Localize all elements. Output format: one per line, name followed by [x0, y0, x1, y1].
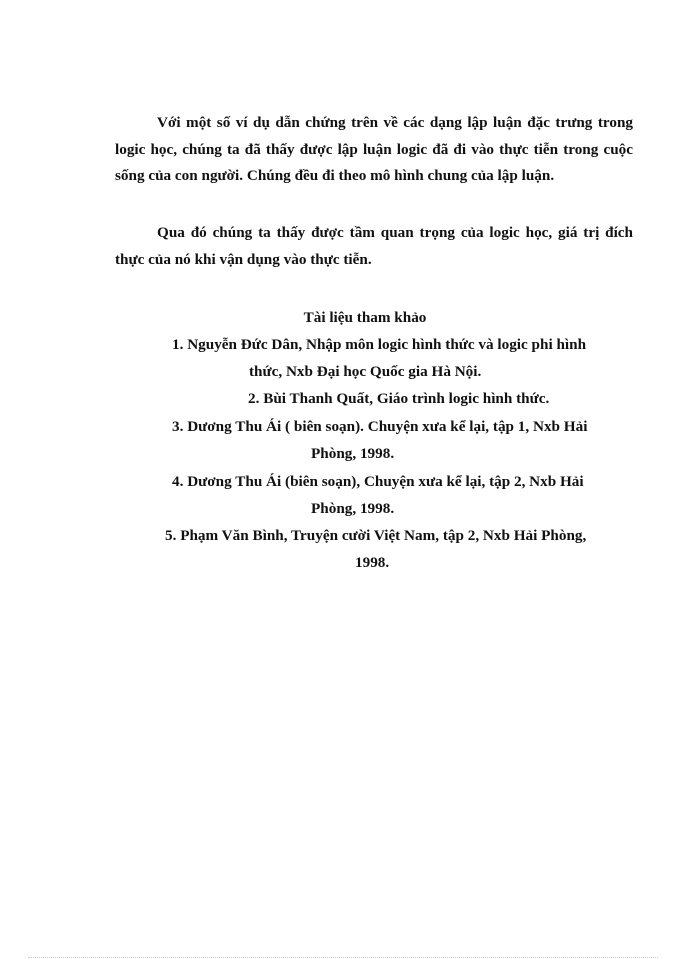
references-heading: Tài liệu tham khảo — [303, 309, 427, 326]
reference-line: 1998. — [355, 554, 390, 571]
reference-line: 4. Dương Thu Ái (biên soạn), Chuyện xưa kể lại, tập 2, Nxb Hải — [172, 473, 584, 490]
body-paragraph-2 — [115, 220, 633, 273]
paragraph-text: Với một số ví dụ dẫn chứng trên về các dạng lập luận đặc trưng trong logic học, chúng ta đã thấy được lập luận logic đã đi vào thực tiễn trong cuộc sống của con người. Chúng đều đi theo mô hình chung của lập luận. — [115, 114, 633, 185]
reference-line: 1. Nguyễn Đức Dân, Nhập môn logic hình thức và logic phi hình — [172, 336, 587, 353]
reference-line: Phòng, 1998. — [311, 445, 395, 462]
reference-line: 3. Dương Thu Ái ( biên soạn). Chuyện xưa kể lại, tập 1, Nxb Hải — [172, 418, 588, 435]
reference-item-1 — [172, 331, 586, 385]
reference-item-3 — [172, 413, 587, 467]
reference-item-2 — [248, 385, 549, 412]
reference-item-4 — [172, 468, 584, 522]
reference-item-5 — [165, 522, 586, 576]
reference-line: 5. Phạm Văn Bình, Truyện cười Việt Nam, tập 2, Nxb Hải Phòng, — [165, 527, 587, 544]
reference-line: 2. Bùi Thanh Quất, Giáo trình logic hình thức. — [248, 390, 550, 407]
body-paragraph-1 — [115, 110, 633, 190]
reference-line: thức, Nxb Đại học Quốc gia Hà Nội. — [249, 363, 482, 380]
page-bottom-divider — [28, 957, 658, 958]
paragraph-text: Qua đó chúng ta thấy được tầm quan trọng của logic học, giá trị đích thực của nó khi vận dụng vào thực tiễn. — [115, 224, 633, 268]
reference-line: Phòng, 1998. — [311, 500, 395, 517]
